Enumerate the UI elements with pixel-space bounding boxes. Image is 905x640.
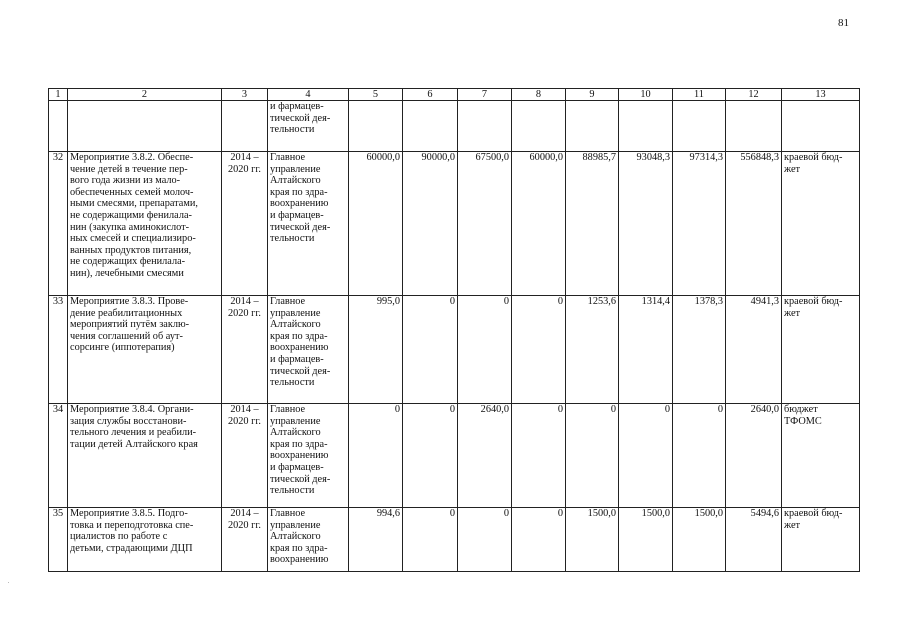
activity-name-line: ванных продуктов питания,: [70, 244, 192, 256]
amount-cell: 0: [458, 508, 512, 572]
executor-line: тической дея-: [270, 112, 331, 124]
amount-cell: 0: [512, 508, 566, 572]
executor-line: тельности: [270, 233, 315, 245]
table-row: [49, 404, 860, 508]
table-row: [49, 508, 860, 572]
period-line: 2014 –: [230, 508, 259, 519]
activity-name-cell: [68, 404, 222, 508]
page-number: 81: [838, 17, 849, 29]
period-line: 2020 гг.: [227, 415, 262, 427]
executor-line: воохранению: [270, 450, 329, 462]
scan-speck: [8, 582, 9, 583]
activity-name-line: не содержащими фенилала-: [70, 209, 192, 221]
activity-name-line: мероприятий путём заклю-: [70, 319, 190, 331]
column-header: 11: [673, 89, 726, 101]
executor-line: Алтайского: [270, 427, 321, 439]
column-header: 4: [268, 89, 349, 101]
funding-source-cell: [782, 296, 860, 404]
executor-cell: [268, 101, 349, 152]
period-line: 2020 гг.: [227, 307, 262, 319]
executor-line: тической дея-: [270, 365, 331, 377]
continuation-row: [49, 101, 860, 152]
amount-cell: 2640,0: [726, 404, 782, 508]
activity-name-line: циалистов по работе с: [70, 531, 168, 543]
amount-cell: 0: [673, 404, 726, 508]
amount-cell: 0: [349, 404, 403, 508]
executor-line: края по здра-: [270, 186, 328, 198]
column-header: 10: [619, 89, 673, 101]
funding-source-line: краевой бюд-: [784, 152, 843, 163]
amount-cell: 1500,0: [673, 508, 726, 572]
column-header: 2: [68, 89, 222, 101]
activity-name-line: сорсинге (иппотерапия): [70, 342, 175, 354]
activity-name-line: обеспеченных семей молоч-: [70, 186, 194, 198]
column-header: 7: [458, 89, 512, 101]
amount-cell: 0: [566, 404, 619, 508]
executor-line: Главное: [270, 152, 306, 163]
amount-cell: 0: [619, 404, 673, 508]
activity-name-line: Мероприятие 3.8.2. Обеспе-: [70, 152, 194, 163]
activity-name-line: не содержащих фенилала-: [70, 256, 186, 268]
funding-source-line: краевой бюд-: [784, 296, 843, 307]
funding-source-cell: [782, 404, 860, 508]
funding-source-line: жет: [784, 307, 801, 319]
activity-name-line: чение детей в течение пер-: [70, 163, 188, 175]
period-line: 2014 –: [230, 152, 259, 163]
executor-cell: [268, 404, 349, 508]
period-line: 2014 –: [230, 404, 259, 415]
amount-cell: 1253,6: [566, 296, 619, 404]
funding-source-line: ТФОМС: [784, 415, 822, 427]
executor-line: и фармацев-: [270, 209, 324, 221]
executor-cell: [268, 296, 349, 404]
executor-line: управление: [270, 519, 321, 531]
executor-line: Алтайского: [270, 531, 321, 543]
period-line: 2014 –: [230, 296, 259, 307]
amount-cell: 1500,0: [619, 508, 673, 572]
activity-name-line: тельного лечения и реабили-: [70, 427, 197, 439]
executor-line: Главное: [270, 296, 306, 307]
executor-cell: [268, 152, 349, 296]
table-row: [49, 152, 860, 296]
column-header: 12: [726, 89, 782, 101]
funding-source-cell: [782, 508, 860, 572]
activity-name-cell: [68, 508, 222, 572]
period-cell: [222, 296, 268, 404]
activity-name-line: Мероприятие 3.8.3. Прове-: [70, 296, 189, 307]
funding-source-line: бюджет: [784, 404, 818, 415]
row-number: 33: [49, 296, 68, 404]
column-header: 6: [403, 89, 458, 101]
executor-line: тельности: [270, 377, 315, 389]
activity-name-line: дение реабилитационных: [70, 307, 183, 319]
executor-line: воохранению: [270, 554, 329, 566]
amount-cell: 67500,0: [458, 152, 512, 296]
column-header: 5: [349, 89, 403, 101]
activity-name-line: товка и переподготовка спе-: [70, 519, 194, 531]
amount-cell: 2640,0: [458, 404, 512, 508]
activity-name-line: нин (закупка аминокислот-: [70, 221, 190, 233]
executor-line: края по здра-: [270, 330, 328, 342]
amount-cell: 1500,0: [566, 508, 619, 572]
amount-cell: 97314,3: [673, 152, 726, 296]
amount-cell: 60000,0: [349, 152, 403, 296]
executor-line: и фармацев-: [270, 461, 324, 473]
amount-cell: 556848,3: [726, 152, 782, 296]
activity-name-cell: [68, 296, 222, 404]
amount-cell: 0: [512, 296, 566, 404]
executor-cell: [268, 508, 349, 572]
activity-name-line: вого года жизни из мало-: [70, 175, 181, 187]
executor-line: тической дея-: [270, 473, 331, 485]
executor-line: воохранению: [270, 198, 329, 210]
amount-cell: 995,0: [349, 296, 403, 404]
executor-line: тической дея-: [270, 221, 331, 233]
activity-name-line: зация службы восстанови-: [70, 415, 187, 427]
activity-name-line: тации детей Алтайского края: [70, 438, 198, 450]
amount-cell: 90000,0: [403, 152, 458, 296]
executor-line: и фармацев-: [270, 101, 324, 112]
column-header: 3: [222, 89, 268, 101]
executor-line: управление: [270, 415, 321, 427]
table-header-row: [49, 89, 860, 101]
executor-line: края по здра-: [270, 438, 328, 450]
amount-cell: 0: [512, 404, 566, 508]
amount-cell: 93048,3: [619, 152, 673, 296]
period-cell: [222, 404, 268, 508]
row-number: 32: [49, 152, 68, 296]
activity-name-line: Мероприятие 3.8.5. Подго-: [70, 508, 188, 519]
activity-name-line: чения соглашений об аут-: [70, 330, 183, 342]
funding-source-line: краевой бюд-: [784, 508, 843, 519]
amount-cell: 0: [458, 296, 512, 404]
amount-cell: 1314,4: [619, 296, 673, 404]
table-body: [49, 152, 860, 572]
funding-source-cell: [782, 152, 860, 296]
executor-line: управление: [270, 307, 321, 319]
executor-line: тельности: [270, 124, 315, 136]
column-header: 9: [566, 89, 619, 101]
activity-name-line: ными смесями, препаратами,: [70, 198, 198, 210]
period-line: 2020 гг.: [227, 519, 262, 531]
amount-cell: 994,6: [349, 508, 403, 572]
amount-cell: 0: [403, 404, 458, 508]
amount-cell: 0: [403, 296, 458, 404]
executor-line: воохранению: [270, 342, 329, 354]
amount-cell: 0: [403, 508, 458, 572]
row-number: 34: [49, 404, 68, 508]
executor-line: управление: [270, 163, 321, 175]
funding-source-line: жет: [784, 163, 801, 175]
column-header: 13: [782, 89, 860, 101]
activity-name-line: ных смесей и специализиро-: [70, 233, 196, 245]
budget-table: [48, 88, 860, 572]
table-row: [49, 296, 860, 404]
amount-cell: 1378,3: [673, 296, 726, 404]
executor-line: Главное: [270, 404, 306, 415]
funding-source-line: жет: [784, 519, 801, 531]
period-cell: [222, 508, 268, 572]
amount-cell: 4941,3: [726, 296, 782, 404]
amount-cell: 88985,7: [566, 152, 619, 296]
activity-name-cell: [68, 152, 222, 296]
executor-line: Алтайского: [270, 319, 321, 331]
activity-name-line: нин), лечебными смесями: [70, 267, 184, 279]
row-number: 35: [49, 508, 68, 572]
executor-line: Алтайского: [270, 175, 321, 187]
column-header: 8: [512, 89, 566, 101]
executor-line: края по здра-: [270, 542, 328, 554]
executor-line: тельности: [270, 485, 315, 497]
executor-line: Главное: [270, 508, 306, 519]
column-header: 1: [49, 89, 68, 101]
activity-name-line: детьми, страдающими ДЦП: [70, 542, 193, 554]
amount-cell: 60000,0: [512, 152, 566, 296]
period-cell: [222, 152, 268, 296]
activity-name-line: Мероприятие 3.8.4. Органи-: [70, 404, 194, 415]
amount-cell: 5494,6: [726, 508, 782, 572]
executor-line: и фармацев-: [270, 353, 324, 365]
period-line: 2020 гг.: [227, 163, 262, 175]
